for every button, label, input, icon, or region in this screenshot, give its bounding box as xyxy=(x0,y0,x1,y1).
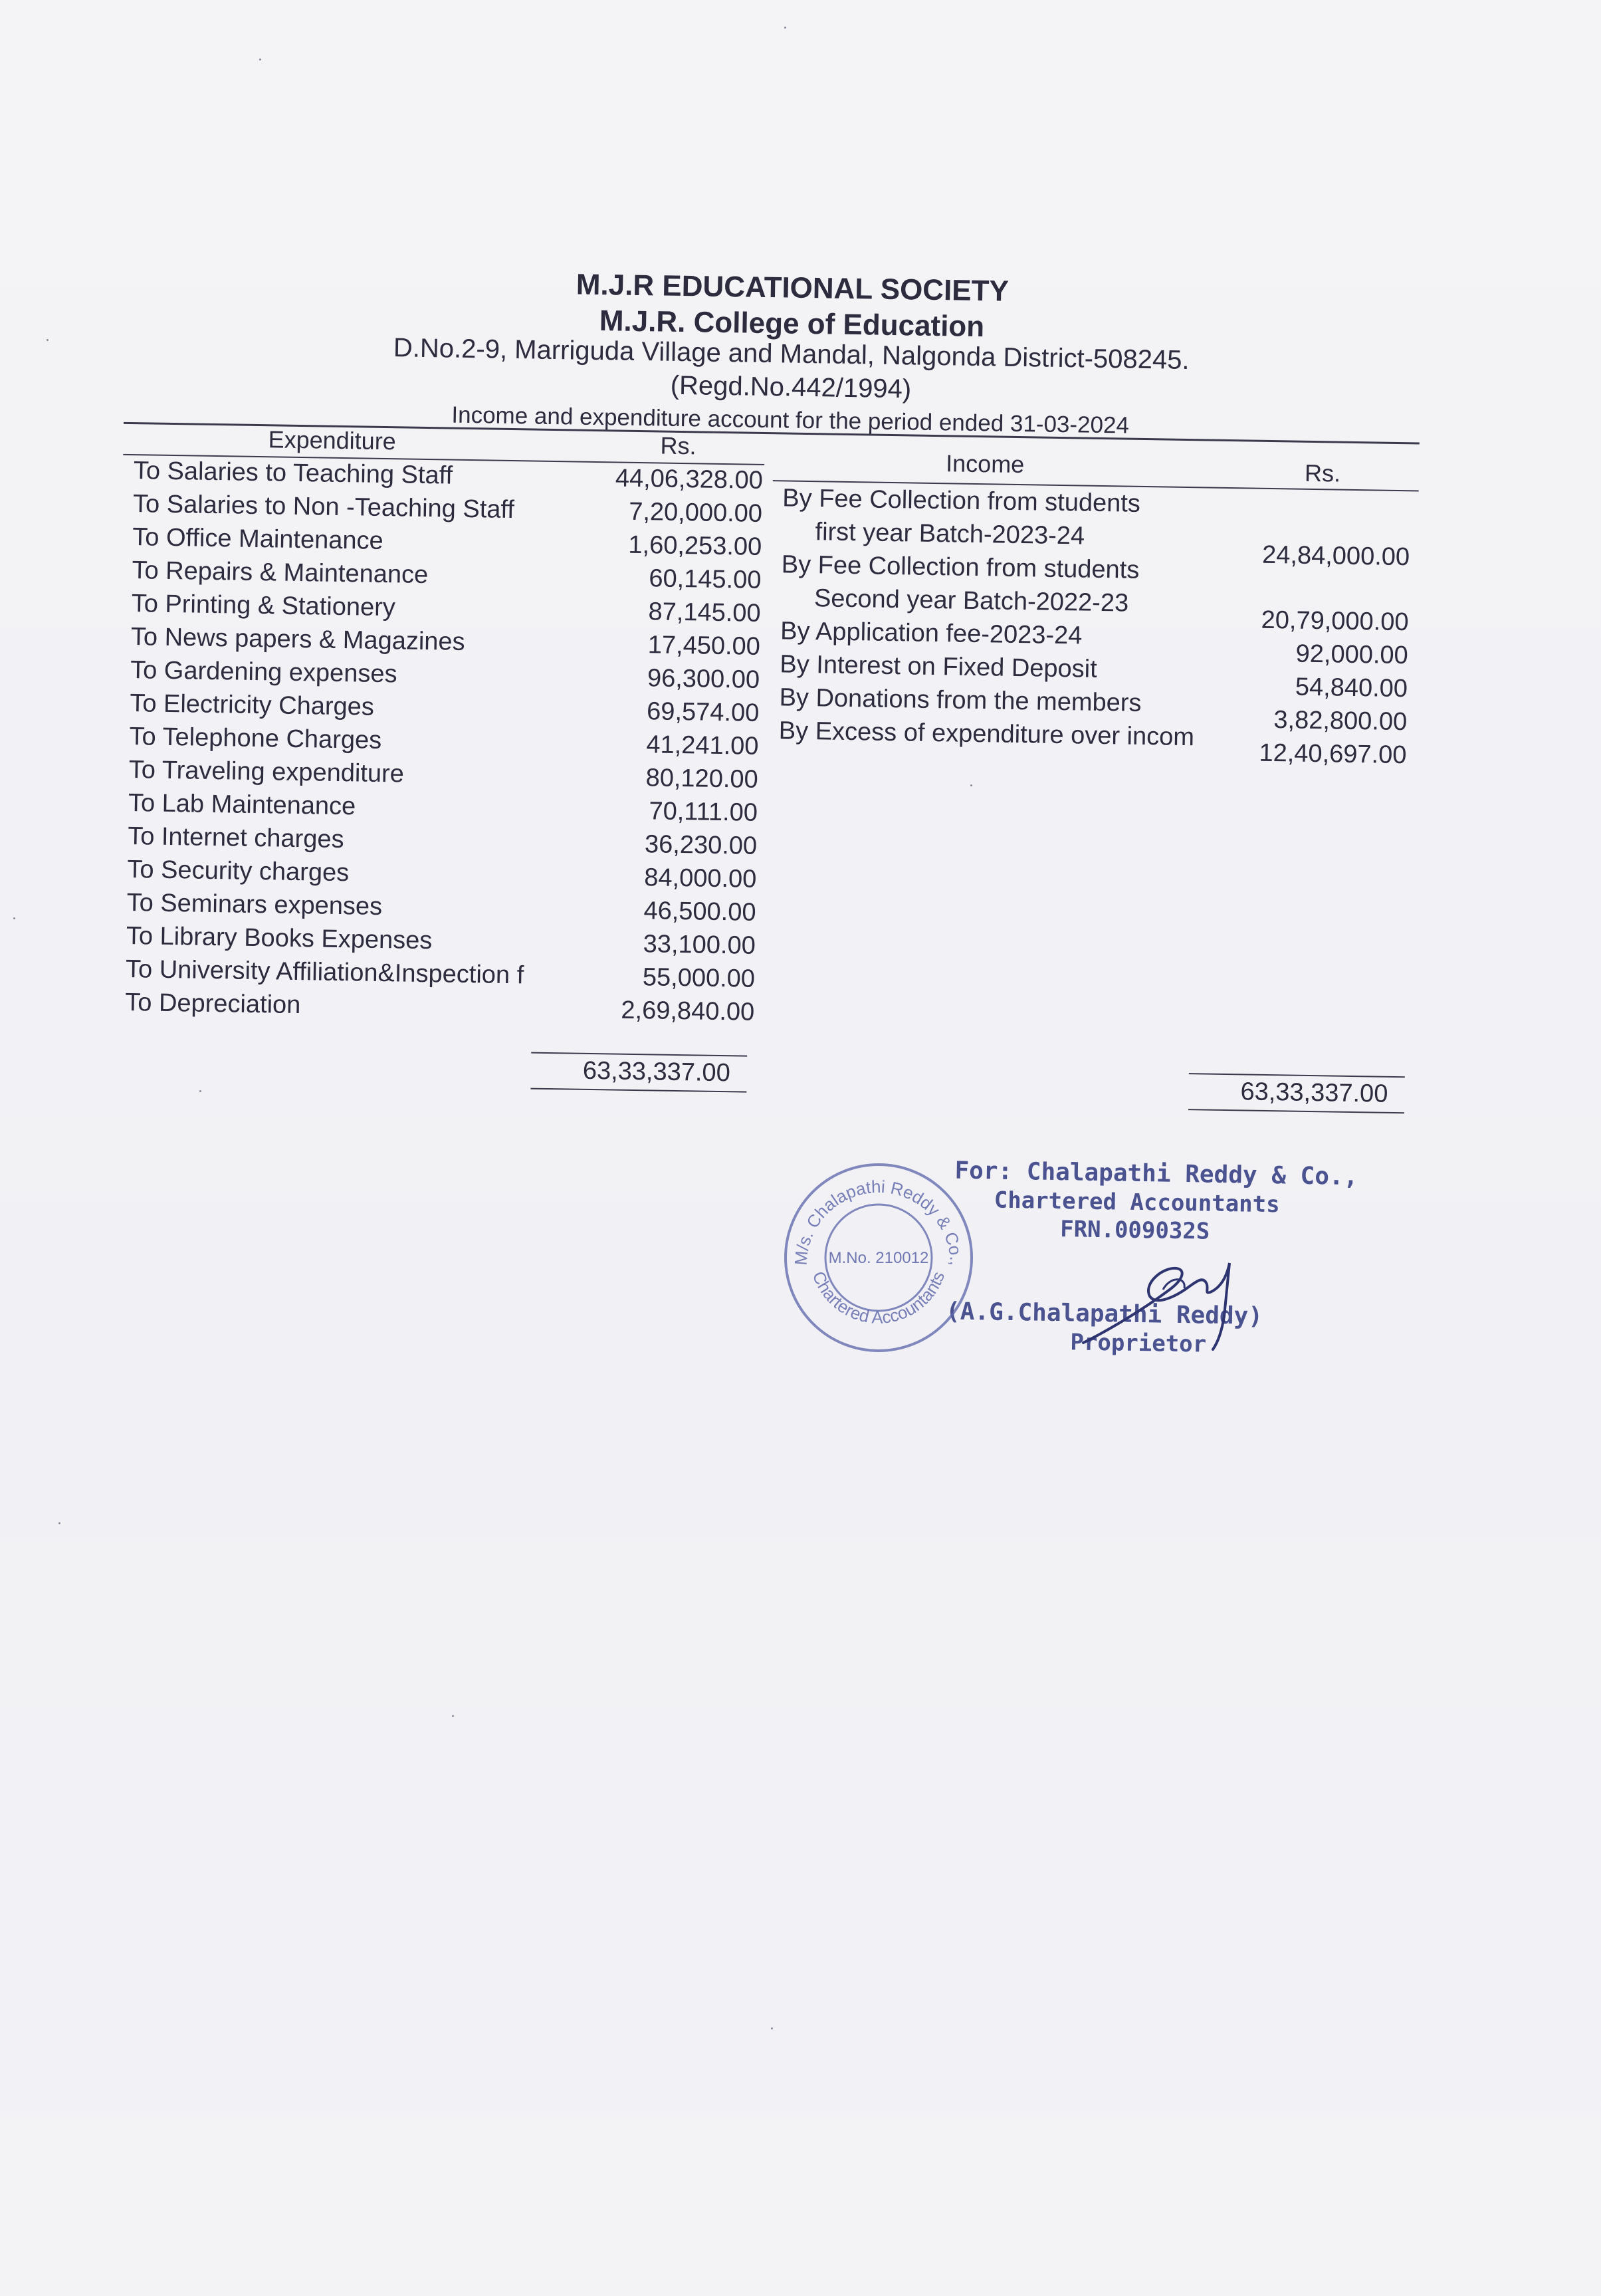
expenditure-amount: 80,120.00 xyxy=(645,764,759,794)
expenditure-label: To Printing & Stationery xyxy=(131,590,396,622)
expenditure-label: To Seminars expenses xyxy=(126,888,383,921)
college-name: M.J.R. College of Education xyxy=(599,304,985,344)
income-amount: 54,840.00 xyxy=(1295,673,1408,703)
expenditure-amount: 44,06,328.00 xyxy=(615,464,764,495)
society-name: M.J.R EDUCATIONAL SOCIETY xyxy=(576,268,1010,308)
expenditure-total: 63,33,337.00 xyxy=(582,1056,731,1088)
column-header-expenditure: Expenditure xyxy=(268,425,397,455)
expenditure-amount: 87,145.00 xyxy=(648,598,761,628)
expenditure-amount: 84,000.00 xyxy=(643,863,757,893)
income-total-bottom-rule xyxy=(1188,1109,1404,1113)
income-label: By Fee Collection from students xyxy=(781,550,1140,584)
expenditure-label: To Depreciation xyxy=(125,988,301,1020)
column-header-expenditure-rs: Rs. xyxy=(660,431,696,460)
income-total: 63,33,337.00 xyxy=(1240,1078,1388,1108)
expenditure-amount: 69,574.00 xyxy=(646,697,760,727)
expenditure-amount: 2,69,840.00 xyxy=(621,996,755,1026)
expenditure-label: To Internet charges xyxy=(127,822,344,854)
expenditure-total-bottom-rule xyxy=(530,1088,746,1093)
svg-text:Chartered Accountants xyxy=(809,1268,949,1327)
expenditure-label: To Salaries to Non -Teaching Staff xyxy=(132,490,515,524)
expenditure-label: To Telephone Charges xyxy=(129,723,382,754)
expenditure-label: To University Affiliation&Inspection f xyxy=(125,955,524,990)
expenditure-amount: 33,100.00 xyxy=(643,930,756,960)
stamp-seal-graphic xyxy=(779,1158,978,1357)
expenditure-label: To Traveling expenditure xyxy=(128,756,405,788)
expenditure-label: To Library Books Expenses xyxy=(126,921,433,955)
signatory-role: Proprietor xyxy=(1070,1329,1207,1358)
income-label: Second year Batch-2022-23 xyxy=(813,584,1129,618)
income-label: first year Batch-2023-24 xyxy=(815,518,1085,550)
expenditure-amount: 60,145.00 xyxy=(649,564,762,594)
income-amount: 24,84,000.00 xyxy=(1261,540,1410,572)
income-amount: 20,79,000.00 xyxy=(1261,606,1409,637)
expenditure-label: To Office Maintenance xyxy=(132,523,384,555)
firm-stamp xyxy=(779,1158,978,1357)
handwritten-signature xyxy=(1070,1250,1243,1363)
expenditure-amount: 96,300.00 xyxy=(647,664,760,694)
income-label: By Donations from the members xyxy=(779,683,1142,717)
firm-for-line: For: Chalapathi Reddy & Co., xyxy=(954,1157,1358,1191)
income-amount: 3,82,800.00 xyxy=(1273,706,1408,737)
expenditure-label: To Lab Maintenance xyxy=(128,789,356,821)
expenditure-amount: 46,500.00 xyxy=(643,897,756,927)
income-label: By Interest on Fixed Deposit xyxy=(780,650,1098,683)
expenditure-amount: 55,000.00 xyxy=(642,963,756,993)
expenditure-label: To Security charges xyxy=(127,855,350,887)
registration-number: (Regd.No.442/1994) xyxy=(670,370,912,404)
firm-frn: FRN.009032S xyxy=(1059,1216,1210,1245)
income-label: By Fee Collection from students xyxy=(782,484,1141,518)
expenditure-label: To Electricity Charges xyxy=(130,689,375,721)
firm-designation: Chartered Accountants xyxy=(994,1187,1280,1218)
expenditure-label: To Salaries to Teaching Staff xyxy=(133,457,453,490)
expenditure-label: To Repairs & Maintenance xyxy=(132,556,429,590)
expenditure-amount: 1,60,253.00 xyxy=(628,530,762,561)
signatory-name: (A.G.Chalapathi Reddy) xyxy=(945,1298,1263,1330)
expenditure-amount: 41,241.00 xyxy=(646,731,759,760)
expenditure-amount: 7,20,000.00 xyxy=(628,497,763,528)
income-label: By Application fee-2023-24 xyxy=(780,617,1083,650)
expenditure-amount: 36,230.00 xyxy=(644,830,758,860)
income-amount: 12,40,697.00 xyxy=(1259,739,1407,770)
income-amount: 92,000.00 xyxy=(1295,639,1409,670)
column-header-income-rs: Rs. xyxy=(1304,459,1341,487)
expenditure-label: To News papers & Magazines xyxy=(130,623,465,656)
income-label: By Excess of expenditure over incom xyxy=(778,717,1195,752)
expenditure-amount: 70,111.00 xyxy=(649,797,758,827)
stamp-top-text: M/s. Chalapathi Reddy & Co., xyxy=(790,1176,967,1266)
expenditure-amount: 17,450.00 xyxy=(647,631,761,661)
column-header-income: Income xyxy=(945,449,1025,479)
address-line: D.No.2-9, Marriguda Village and Mandal, Nalgonda District-508245. xyxy=(393,333,1190,375)
account-title: Income and expenditure account for the period ended 31-03-2024 xyxy=(451,402,1130,439)
stamp-bottom-text: Chartered Accountants xyxy=(808,1268,949,1327)
expenditure-label: To Gardening expenses xyxy=(130,656,397,689)
stamp-membership-number: M.No. 210012 xyxy=(828,1249,929,1267)
